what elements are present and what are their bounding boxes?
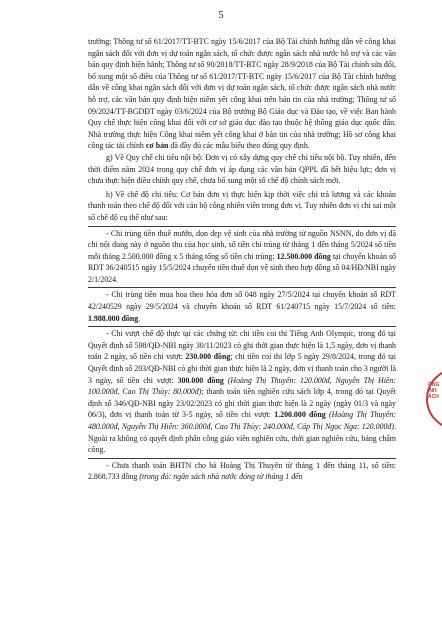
- paragraph-legal-references: [88, 36, 396, 152]
- text-run: - Chi trùng tiền mua hoa theo hóa đơn số 048 ngày 27/5/2024 tại chuyển khoản số RDT 42/240529 ngày 29/5/2024 và chuyển khoản số RDT 61/240715 ngày 15/7/2024 số tiền:: [88, 290, 396, 312]
- page-number: 5: [218, 10, 224, 21]
- red-seal-stamp: [424, 368, 442, 430]
- text-run: . Ngoài ra không có quyết định phân công giáo viên nghiên cứu, thời gian nghiên cứu, bảng chấm công.: [88, 422, 396, 455]
- stamp-text: ÓNG INH ÁCH: [428, 382, 440, 400]
- bullet-unemployment-insurance: [88, 459, 396, 483]
- bold-run: cơ bản: [145, 141, 169, 151]
- text-run: - Chi trùng tiền thuê mướn, dọn dẹp vệ sinh của nhà trường từ nguồn NSNN, do đơn vị đã chi nội dung này ở nguồn thu của học sinh, số tiền chi trùng từ tháng 1 đến tháng 5/2024 số tiền mỗi tháng 2.500.000 đồng x 5 tháng tổng số tiền chi trùng:: [88, 228, 396, 261]
- text-run: ; thanh toán tiền nghiên cứu sách lớp 4, trong đó tại Quyết định số 346/QĐ-NBI ngày 23/02/2023 có ghi thời gian thực hiện là 2 ngày (ngày 01/3 và ngày 06/3), đơn vị thanh toán từ 3-5 ngày, số tiền chi vượt:: [88, 387, 396, 420]
- italic-run: (trong đó: ngân sách nhà nước đóng từ tháng 1 đến: [139, 472, 303, 482]
- text-run: ; chi tiền coi thi lớp 5 ngày 29/8/2024, trong đó tại Quyết định số 203/QĐ-NBI có ghi thời gian thực hiện là 2 ngày, đơn vị thanh toán cho 3 người là 3 ngày, số tiền chi vượt:: [88, 352, 397, 385]
- bold-amount: 12.500.000 đồng: [276, 251, 331, 261]
- bullet-over-regime: [88, 327, 396, 456]
- text-run: - Chưa thanh toán BHTN cho bà Hoàng Thị Thuyên từ tháng 1 đến tháng 11, số tiền: 2.868.733 đồng: [88, 460, 396, 482]
- bold-amount: 1.988.000 đồng: [88, 313, 139, 323]
- text-run: .: [138, 313, 141, 323]
- paragraph-spending-regime: h) Về chế độ chi tiêu: Cơ bản đơn vị thực hiện kịp thời việc chi trả lương và các khoản thanh toán theo chế độ đối với cán bộ công nhiên viên trong đơn vị. Tuy nhiên đơn vị chi sai một số chế độ cụ thể như sau:: [88, 189, 396, 222]
- document-body: [88, 36, 396, 483]
- bold-amount: 230.000 đồng: [185, 352, 231, 362]
- bullet-flowers-duplicate: [88, 288, 396, 324]
- bold-amount: 1.200.000 đồng: [274, 410, 326, 420]
- italic-run: (Hoàng Thị Thuyên: 120.000đ, Nguyễn Thị Hiên: 100.000đ, Cao Thị Thùy: 80.000đ): [88, 375, 396, 397]
- bullet-cleaning-duplicate: [88, 227, 396, 286]
- bold-amount: 300.000 đồng: [177, 375, 224, 385]
- text-run: - Chi vượt chế độ thực tại các chứng từ: chi tiền coi thi Tiếng Anh Olympic, trong đó tại Quyết định số 598/QĐ-NBI ngày 30/11/2023 có ghi thời gian thực hiện là 1,5 ngày, đơn vị thanh toán 2 ngày, số tiền chi vượt:: [88, 329, 396, 362]
- paragraph-internal-spending-rules: g) Về Quy chế chi tiêu nội bộ: Đơn vị có xây dựng quy chế chi tiêu nội bộ. Tuy nhiên, đến thời điểm năm 2024 trong quy chế đơn vị áp dụng các văn bản QPPL đã hết hiệu lực; đơn vị chưa thực hiện điều chỉnh quy chế, chưa bổ sung một số chế độ chính sách mới.: [88, 152, 396, 186]
- italic-run: (Hoàng Thị Thuyên: 480.000đ, Nguyễn Thị Hiên: 360.000đ, Cao Thị Thùy: 240.000đ, Cáp Thị Ngọc Nga: 120.000đ): [88, 410, 396, 431]
- text-run: tại chuyển khoản số RDT 36/240515 ngày 15/5/2024 chuyển tiền thuê dọn vệ sinh theo hợp đồng số 04/HĐ/NBI ngày 2/1/2024.: [88, 251, 397, 284]
- text-run: đã đầy đủ các mẫu biểu theo đúng quy định.: [168, 141, 310, 151]
- text-run: trường; Thông tư số 61/2017/TT-BTC ngày 15/6/2017 của Bộ Tài chính hướng dẫn về công khai ngân sách đối với đơn vị dự toán ngân sách, tổ chức được ngân sách nhà nước hỗ trợ và các văn bản quy định hiện hành; Thông tư số 90/2018/TT-BTC ngày 28/9/2018 của Bộ Tài chính sửa đổi, bổ sung một số điều của Thông tư số 61/2017/TT-BTC ngày 15/6/2017 của Bộ Tài chính hướng dẫn về công khai ngân sách đối với đơn vị dự toán ngân sách, tổ chức được ngân sách nhà nước hỗ trợ, các văn bản quy định hiện niêm yết công khai trên bản tin của nhà trường; Thông tư số 09/2024/TT-BGDĐT ngày 03/6/2024 của Bộ trưởng Bộ Giáo dục và Đào tạo, về việc Ban hành Quy chế thực hiện công khai đối với cơ sở giáo dục đào tạo thuộc hệ thống giáo dục quốc dân. Nhà trường thực hiện Công khai niêm yết công khai ở bản tin của nhà trường; Hồ sơ công khai công tác tài chính: [88, 37, 396, 151]
